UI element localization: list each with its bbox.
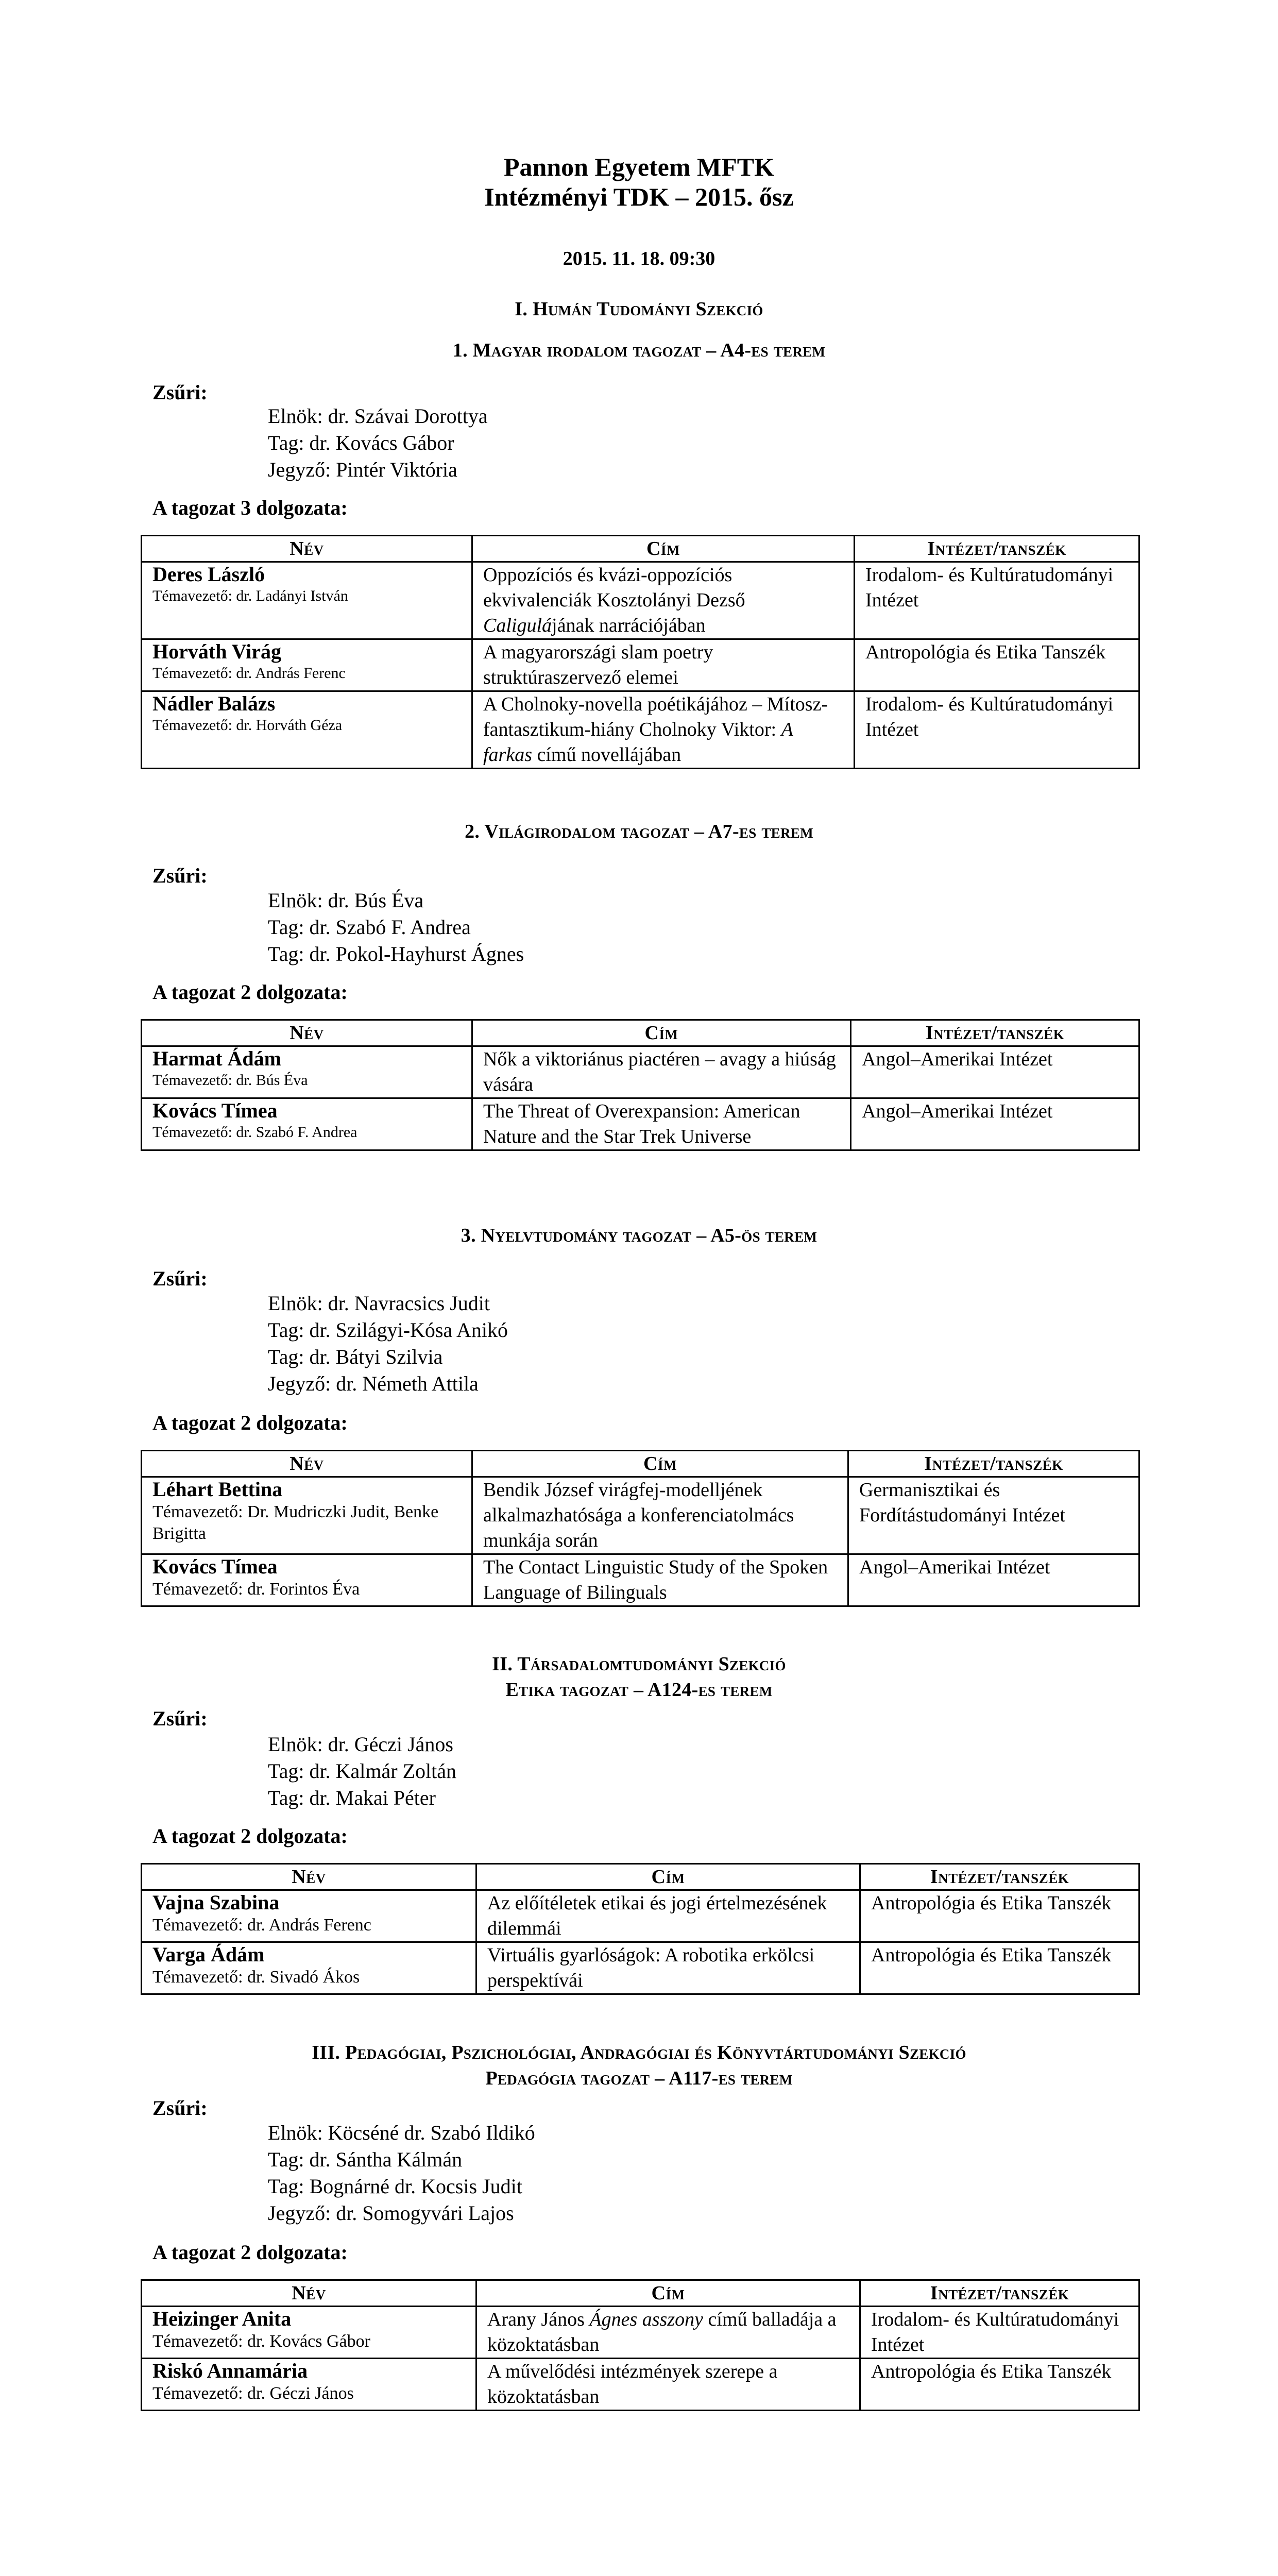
institute: Antropológia és Etika Tanszék: [860, 1942, 1139, 1994]
supervisor: Témavezető: dr. András Ferenc: [152, 1916, 371, 1935]
author-cell: [142, 2359, 476, 2411]
jury-member: Elnök: dr. Géczi János: [268, 1733, 453, 1756]
jury-member: Tag: dr. Kovács Gábor: [268, 431, 454, 454]
table-row: [142, 1098, 1139, 1150]
jury-list: [268, 887, 524, 968]
paper-title: Az előítéletek etikai és jogi értelmezésének dilemmái: [476, 1890, 860, 1942]
track-title: Pedagógia tagozat – A117-es terem: [485, 2067, 793, 2089]
col-header-title: Cím: [472, 536, 855, 562]
author-cell: [142, 2307, 476, 2359]
supervisor: Témavezető: dr. Bús Éva: [152, 1072, 308, 1089]
institute: Irodalom- és Kultúratudományi Intézet: [855, 562, 1139, 639]
col-header-institute: Intézet/tanszék: [855, 536, 1139, 562]
papers-table: [141, 1019, 1140, 1151]
section-title: III. Pedagógiai, Pszichológiai, Andragógiai és Könyvtártudományi Szekció: [312, 2042, 966, 2063]
institute: Angol–Amerikai Intézet: [851, 1046, 1139, 1098]
author-cell: [142, 1890, 476, 1942]
jury-member: Tag: Bognárné dr. Kocsis Judit: [268, 2175, 522, 2198]
jury-list: [268, 1731, 456, 1811]
title-text-end: jának narrációjában: [552, 615, 706, 636]
supervisor: Témavezető: dr. Kovács Gábor: [152, 2332, 370, 2351]
track-title: 2. Világirodalom tagozat – A7-es terem: [465, 821, 813, 842]
paper-title: [476, 2307, 860, 2359]
jury-label: Zsűri:: [152, 2096, 208, 2120]
col-header-institute: Intézet/tanszék: [860, 2280, 1139, 2307]
supervisor: Témavezető: dr. Horváth Géza: [152, 717, 343, 734]
col-header-name: Név: [142, 1451, 472, 1477]
author-name: Léhart Bettina: [152, 1478, 283, 1501]
col-header-institute: Intézet/tanszék: [860, 1864, 1139, 1890]
table-row: [142, 1477, 1139, 1554]
col-header-name: Név: [142, 2280, 476, 2307]
paper-title: [472, 691, 855, 769]
papers-table: [141, 1450, 1140, 1607]
table-row: [142, 1942, 1139, 1994]
table-row: [142, 639, 1139, 691]
author-cell: [142, 1046, 472, 1098]
jury-label: Zsűri:: [152, 1267, 208, 1290]
supervisor: Témavezető: dr. Forintos Éva: [152, 1580, 360, 1599]
supervisor: Témavezető: Dr. Mudriczki Judit, Benke Brigitta: [152, 1502, 439, 1543]
author-name: Riskó Annamária: [152, 2359, 308, 2382]
jury-member: Tag: dr. Kalmár Zoltán: [268, 1759, 456, 1783]
author-cell: [142, 691, 472, 769]
papers-count-label: A tagozat 2 dolgozata:: [152, 980, 348, 1004]
papers-count-label: A tagozat 3 dolgozata:: [152, 496, 348, 519]
title-text: A Cholnoky-novella poétikájához – Mítosz-fantasztikum-hiány Cholnoky Viktor:: [483, 693, 828, 740]
col-header-title: Cím: [472, 1020, 851, 1046]
table-row: [142, 1890, 1139, 1942]
author-name: Harmat Ádám: [152, 1047, 281, 1070]
supervisor: Témavezető: dr. Sivadó Ákos: [152, 1968, 360, 1987]
author-name: Deres László: [152, 563, 265, 586]
col-header-institute: Intézet/tanszék: [851, 1020, 1139, 1046]
author-name: Heizinger Anita: [152, 2307, 292, 2330]
title-text-end: című balladája a közoktatásban: [487, 2309, 837, 2355]
title-text: Oppozíciós és kvázi-oppozíciós ekvivalenciák Kosztolányi Dezső: [483, 564, 745, 611]
papers-count-label: A tagozat 2 dolgozata:: [152, 1411, 348, 1434]
author-name: Kovács Tímea: [152, 1555, 278, 1578]
author-name: Vajna Szabina: [152, 1891, 280, 1914]
institute: Angol–Amerikai Intézet: [851, 1098, 1139, 1150]
institute: Irodalom- és Kultúratudományi Intézet: [860, 2307, 1139, 2359]
table-header-row: [142, 1451, 1139, 1477]
document-title-line1: Pannon Egyetem MFTK: [504, 152, 774, 181]
jury-member: Jegyző: dr. Somogyvári Lajos: [268, 2201, 514, 2225]
jury-list: [268, 403, 488, 483]
table-header-row: [142, 1020, 1139, 1046]
table-row: [142, 1046, 1139, 1098]
author-cell: [142, 1477, 472, 1554]
supervisor: Témavezető: dr. Szabó F. Andrea: [152, 1124, 357, 1141]
papers-table: [141, 1863, 1140, 1995]
author-cell: [142, 562, 472, 639]
jury-member: Elnök: dr. Bús Éva: [268, 889, 424, 912]
document-title-line2: Intézményi TDK – 2015. ősz: [484, 182, 794, 211]
jury-label: Zsűri:: [152, 381, 208, 404]
author-name: Nádler Balázs: [152, 692, 276, 715]
section-title: II. Társadalomtudományi Szekció: [492, 1653, 786, 1675]
col-header-institute: Intézet/tanszék: [848, 1451, 1139, 1477]
col-header-name: Név: [142, 536, 472, 562]
jury-label: Zsűri:: [152, 864, 208, 887]
jury-member: Tag: dr. Szilágyi-Kósa Anikó: [268, 1318, 508, 1342]
col-header-title: Cím: [476, 2280, 860, 2307]
paper-title: A magyarországi slam poetry struktúraszervező elemei: [472, 639, 855, 691]
author-name: Horváth Virág: [152, 640, 281, 663]
paper-title: The Contact Linguistic Study of the Spoken Language of Bilinguals: [472, 1554, 848, 1606]
papers-table: [141, 2279, 1140, 2411]
col-header-title: Cím: [476, 1864, 860, 1890]
institute: Antropológia és Etika Tanszék: [860, 1890, 1139, 1942]
jury-member: Tag: dr. Sántha Kálmán: [268, 2148, 463, 2171]
title-text: Arany János: [487, 2309, 590, 2330]
table-header-row: [142, 1864, 1139, 1890]
table-row: [142, 2359, 1139, 2411]
col-header-name: Név: [142, 1864, 476, 1890]
track-title: Etika tagozat – A124-es terem: [505, 1679, 773, 1701]
supervisor: Témavezető: dr. Géczi János: [152, 2384, 354, 2403]
author-name: Kovács Tímea: [152, 1099, 278, 1122]
jury-list: [268, 2120, 535, 2227]
jury-member: Tag: dr. Szabó F. Andrea: [268, 916, 471, 939]
institute: Germanisztikai és Fordítástudományi Intézet: [848, 1477, 1139, 1554]
author-cell: [142, 1098, 472, 1150]
institute: Antropológia és Etika Tanszék: [860, 2359, 1139, 2411]
jury-label: Zsűri:: [152, 1707, 208, 1730]
institute: Angol–Amerikai Intézet: [848, 1554, 1139, 1606]
jury-list: [268, 1290, 508, 1397]
track-title: 1. Magyar irodalom tagozat – A4-es terem: [452, 340, 826, 361]
author-cell: [142, 1942, 476, 1994]
papers-count-label: A tagozat 2 dolgozata:: [152, 2241, 348, 2264]
jury-member: Tag: dr. Makai Péter: [268, 1786, 436, 1809]
jury-member: Jegyző: dr. Németh Attila: [268, 1372, 479, 1395]
title-text-end: című novellájában: [532, 744, 681, 766]
table-header-row: [142, 2280, 1139, 2307]
papers-table: [141, 535, 1140, 769]
supervisor: Témavezető: dr. Ladányi István: [152, 587, 348, 604]
table-row: [142, 562, 1139, 639]
author-cell: [142, 1554, 472, 1606]
papers-count-label: A tagozat 2 dolgozata:: [152, 1824, 348, 1848]
jury-member: Elnök: Köcséné dr. Szabó Ildikó: [268, 2121, 535, 2144]
title-italic: Ágnes asszony: [589, 2309, 704, 2330]
section-title: I. Humán Tudományi Szekció: [515, 298, 763, 320]
table-row: [142, 691, 1139, 769]
paper-title: Virtuális gyarlóságok: A robotika erkölcsi perspektívái: [476, 1942, 860, 1994]
title-italic: A farkas: [483, 719, 793, 766]
title-italic: Caligulá: [483, 615, 552, 636]
supervisor: Témavezető: dr. András Ferenc: [152, 665, 346, 682]
paper-title: [472, 562, 855, 639]
jury-member: Elnök: dr. Navracsics Judit: [268, 1292, 490, 1315]
table-row: [142, 1554, 1139, 1606]
paper-title: Bendik József virágfej-modelljének alkalmazhatósága a konferenciatolmács munkája során: [472, 1477, 848, 1554]
jury-member: Jegyző: Pintér Viktória: [268, 458, 457, 481]
col-header-name: Név: [142, 1020, 472, 1046]
paper-title: Nők a viktoriánus piactéren – avagy a hiúság vására: [472, 1046, 851, 1098]
jury-member: Tag: dr. Pokol-Hayhurst Ágnes: [268, 942, 524, 965]
table-row: [142, 2307, 1139, 2359]
paper-title: The Threat of Overexpansion: American Nature and the Star Trek Universe: [472, 1098, 851, 1150]
track-title: 3. Nyelvtudomány tagozat – A5-ös terem: [461, 1225, 817, 1246]
col-header-title: Cím: [472, 1451, 848, 1477]
institute: Antropológia és Etika Tanszék: [855, 639, 1139, 691]
jury-member: Tag: dr. Bátyi Szilvia: [268, 1345, 443, 1368]
author-name: Varga Ádám: [152, 1943, 265, 1966]
table-header-row: [142, 536, 1139, 562]
jury-member: Elnök: dr. Szávai Dorottya: [268, 404, 488, 428]
institute: Irodalom- és Kultúratudományi Intézet: [855, 691, 1139, 769]
session-datetime: 2015. 11. 18. 09:30: [563, 248, 715, 269]
author-cell: [142, 639, 472, 691]
paper-title: A művelődési intézmények szerepe a közoktatásban: [476, 2359, 860, 2411]
